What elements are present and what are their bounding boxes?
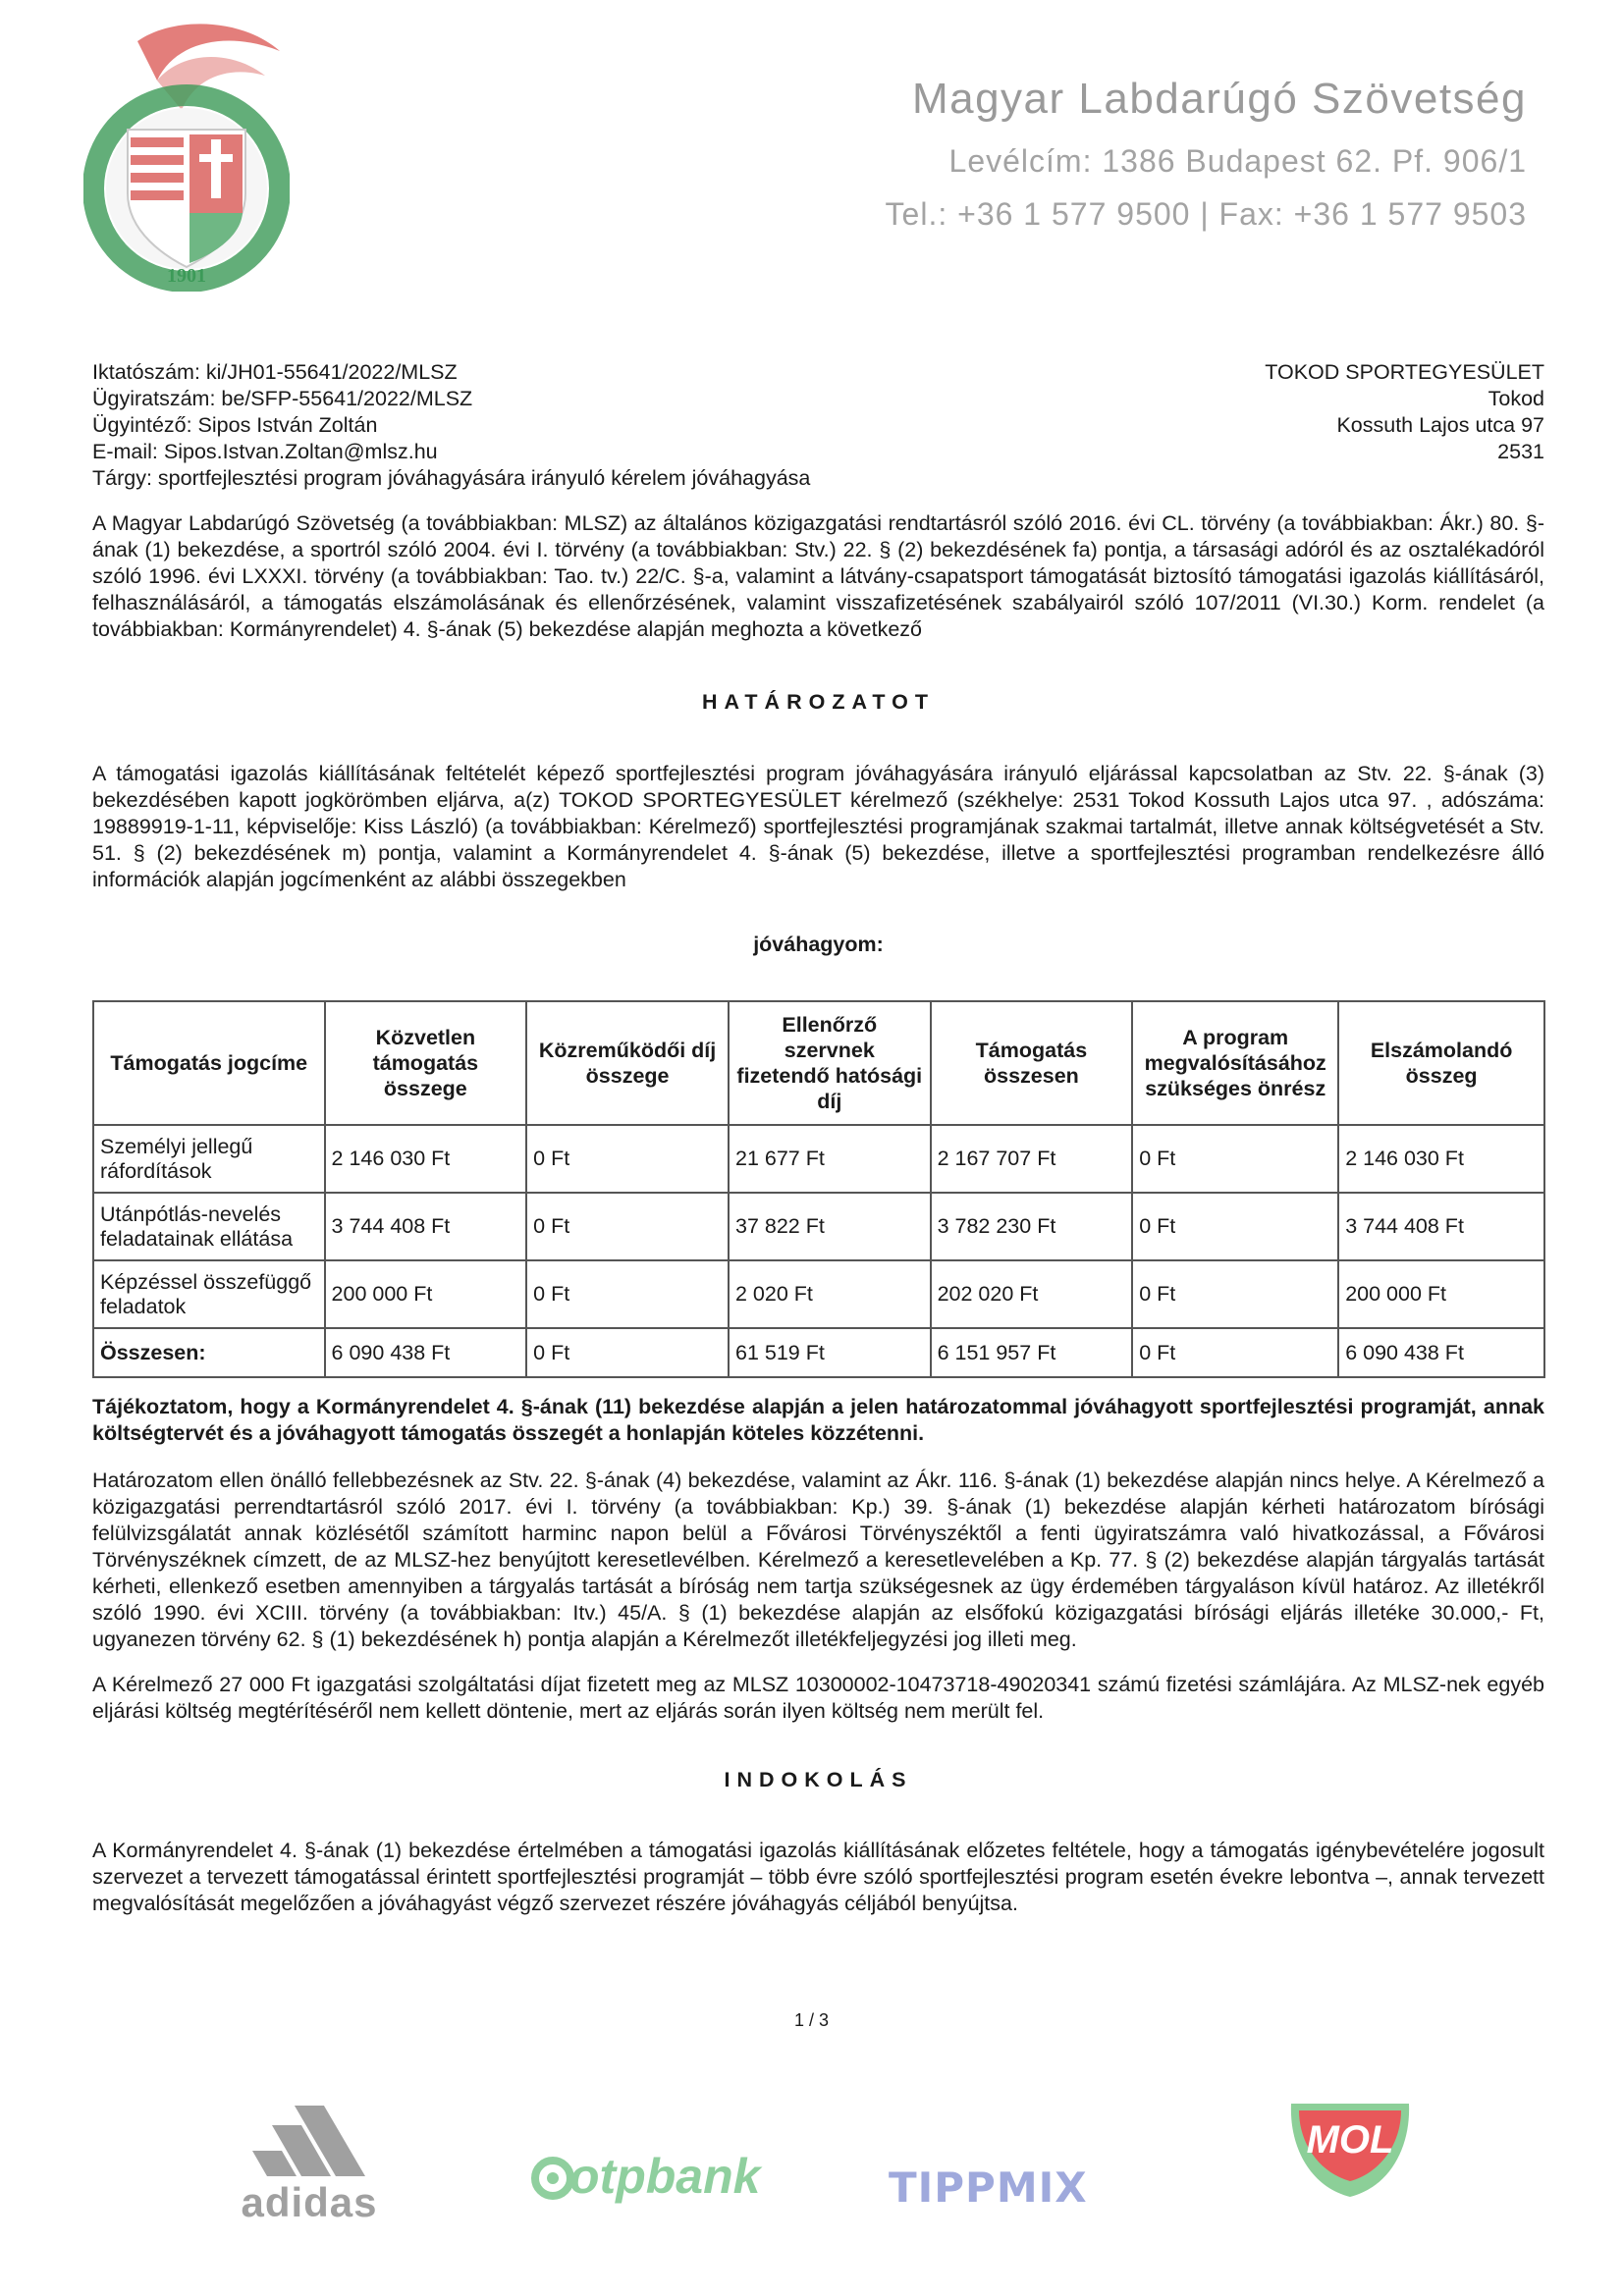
page-number: 1 / 3	[793, 2010, 830, 2030]
cell-authority-fee: 2 020 Ft	[729, 1260, 931, 1328]
col-header-direct-support: Közvetlen támogatás összege	[325, 1001, 527, 1125]
decision-heading: HATÁROZATOT	[701, 690, 936, 714]
reasoning-heading: INDOKOLÁS	[724, 1768, 913, 1791]
intro-paragraph: A Magyar Labdarúgó Szövetség (a továbbiakban: MLSZ) az általános közigazgatási rendtartásról szóló 2016. évi CL. törvény (a továbbiakban: Ákr.) 80. §-ának (1) bekezdése, a sportról szóló 2004. évi I. törvény (a továbbiakban: Stv.) 22. § (2) bekezdésének fa) pontja, a társasági adóról és az osztalékadóról szóló 1996. évi LXXXI. törvény (a továbbiakban: Tao. tv.) 22/C. §-a, valamint a látvány-csapatsport támogatását biztosító támogatási igazolás kiállításáról, felhasználásáról, a támogatás elszámolásának és ellenőrzésének, valamint visszafizetésének szabályairól szóló 107/2011 (VI.30.) Korm. rendelet (a továbbiakban: Kormányrendelet) 4. §-ának (5) bekezdése alapján meghozta a következő	[92, 511, 1544, 641]
decision-paragraph: A támogatási igazolás kiállításának feltételét képező sportfejlesztési program jóváhagyására irányuló eljárással kapcsolatban az Stv. 22. §-ának (3) bekezdésében kapott jogkörömben eljárva, a(z) TOKOD SPORTEGYESÜLET kérelmező (székhelye: 2531 Tokod Kossuth Lajos utca 97. , adószáma: 19889919-1-11, képviselője: Kiss László) (a továbbiakban: Kérelmező) sportfejlesztési programjának szakmai tartalmát, illetve annak költségvetését a Stv. 51. § (2) bekezdésének m) pontja, valamint a Kormányrendelet 4. §-ának (5) bekezdése, illetve a sportfejlesztési programban rendelkezésre álló információk alapján jogcímenként az alábbi összegekben	[92, 762, 1544, 891]
cell-support-total: 6 151 957 Ft	[931, 1328, 1133, 1377]
row-category: Képzéssel összefüggő feladatok	[93, 1260, 325, 1328]
cell-own-contribution: 0 Ft	[1132, 1193, 1338, 1260]
mlsz-logo	[83, 22, 290, 292]
logo-year: 1901	[167, 265, 206, 287]
cell-direct-support: 2 146 030 Ft	[325, 1125, 527, 1193]
table-header-row	[93, 1001, 1544, 1125]
cell-own-contribution: 0 Ft	[1132, 1125, 1338, 1193]
table-row	[93, 1260, 1544, 1328]
subject: Tárgy: sportfejlesztési program jóváhagyására irányuló kérelem jóváhagyása	[92, 466, 811, 490]
col-header-category: Támogatás jogcíme	[93, 1001, 325, 1125]
row-category: Összesen:	[93, 1328, 325, 1377]
grants-table	[92, 1000, 1545, 1378]
cell-support-total: 2 167 707 Ft	[931, 1125, 1133, 1193]
sponsor-tippmix: TIPPMIX	[889, 2163, 1088, 2212]
recipient-city: Tokod	[1488, 387, 1544, 410]
cell-direct-support: 6 090 438 Ft	[325, 1328, 527, 1377]
organization-name: Magyar Labdarúgó Szövetség	[911, 75, 1527, 123]
cell-support-total: 3 782 230 Ft	[931, 1193, 1133, 1260]
col-header-intermediary-fee: Közreműködői díj összege	[526, 1001, 729, 1125]
fee-paragraph: A Kérelmező 27 000 Ft igazgatási szolgáltatási díjat fizetett meg az MLSZ 10300002-10473718-49020341 számú fizetési számlájára. Az MLSZ-nek egyéb eljárási költség megtérítéséről nem kellett döntenie, mert az eljárás során ilyen költség nem merült fel.	[92, 1673, 1544, 1723]
approve-label: jóváhagyom:	[753, 933, 884, 956]
col-header-support-total: Támogatás összesen	[931, 1001, 1133, 1125]
cell-authority-fee: 61 519 Ft	[729, 1328, 931, 1377]
cell-intermediary-fee: 0 Ft	[526, 1328, 729, 1377]
recipient-name: TOKOD SPORTEGYESÜLET	[1265, 360, 1544, 384]
adidas-stripes-icon	[245, 2106, 373, 2179]
sponsor-adidas: adidas	[241, 2179, 378, 2225]
cell-intermediary-fee: 0 Ft	[526, 1260, 729, 1328]
appeal-paragraph: Határozatom ellen önálló fellebbezésnek az Stv. 22. §-ának (4) bekezdése, valamint az Ákr. 116. §-ának (1) bekezdése alapján nincs helye. A Kérelmező a közigazgatási perrendtartásról szóló 2017. évi I. törvény (a továbbiakban: Kp.) 39. §-ának (1) bekezdése alapján kérheti határozatom bírósági felülvizsgálatát annak közlésétől számított harminc napon belül a Fővárosi Törvényszéktől a fenti ügyiratszámra való hivatkozással, a Fővárosi Törvényszéknek címzett, de az MLSZ-hez benyújtott keresetlevélben. Kérelmező a keresetlevelében a Kp. 77. § (2) bekezdése alapján tárgyalás tartását kérheti, ellenkező esetben amennyiben a tárgyalás tartását a bíróság nem tartja szükségesnek az ügy érdemében tárgyaláson kívül határoz. Az illetékről szóló 1990. évi XCIII. törvény (a továbbiakban: Itv.) 45/A. § (1) bekezdése alapján az elsőfokú közigazgatási bírósági eljárás illetéke 30.000,- Ft, ugyanezen törvény 62. § (1) bekezdésének h) pontja alapján a Kérelmezőt illetékfeljegyzési jog illeti meg.	[92, 1468, 1544, 1651]
table-total-row	[93, 1328, 1544, 1377]
col-header-own-contribution: A program megvalósításához szükséges önrész	[1132, 1001, 1338, 1125]
cell-direct-support: 3 744 408 Ft	[325, 1193, 527, 1260]
cell-accountable-amount: 3 744 408 Ft	[1338, 1193, 1544, 1260]
recipient-zip: 2531	[1497, 440, 1544, 463]
recipient-street: Kossuth Lajos utca 97	[1336, 413, 1544, 437]
cell-own-contribution: 0 Ft	[1132, 1328, 1338, 1377]
administrator: Ügyintéző: Sipos István Zoltán	[92, 413, 378, 437]
cell-direct-support: 200 000 Ft	[325, 1260, 527, 1328]
recipient-address	[982, 359, 1544, 465]
cell-accountable-amount: 200 000 Ft	[1338, 1260, 1544, 1328]
organization-address: Levélcím: 1386 Budapest 62. Pf. 906/1	[948, 143, 1527, 179]
cell-intermediary-fee: 0 Ft	[526, 1125, 729, 1193]
cell-accountable-amount: 2 146 030 Ft	[1338, 1125, 1544, 1193]
cell-intermediary-fee: 0 Ft	[526, 1193, 729, 1260]
sponsor-mol: MOL	[1306, 2118, 1394, 2162]
document-meta	[92, 359, 810, 492]
organization-phone-fax: Tel.: +36 1 577 9500 | Fax: +36 1 577 9503	[885, 196, 1527, 232]
administrator-email: E-mail: Sipos.Istvan.Zoltan@mlsz.hu	[92, 440, 438, 463]
cell-support-total: 202 020 Ft	[931, 1260, 1133, 1328]
table-row	[93, 1193, 1544, 1260]
cell-authority-fee: 37 822 Ft	[729, 1193, 931, 1260]
col-header-authority-fee: Ellenőrző szervnek fizetendő hatósági díj	[729, 1001, 931, 1125]
notice-paragraph: Tájékoztatom, hogy a Kormányrendelet 4. §-ának (11) bekezdése alapján a jelen határozatommal jóváhagyott sportfejlesztési programját, annak költségtervét és a jóváhagyott támogatás összegét a honlapján köteles közzétenni.	[92, 1395, 1544, 1445]
case-number: Ügyiratszám: be/SFP-55641/2022/MLSZ	[92, 387, 473, 410]
cell-own-contribution: 0 Ft	[1132, 1260, 1338, 1328]
table-row	[93, 1125, 1544, 1193]
reasoning-paragraph: A Kormányrendelet 4. §-ának (1) bekezdése értelmében a támogatási igazolás kiállításának előzetes feltétele, hogy a támogatás igénybevételére jogosult szervezet a tervezett támogatással érintett sportfejlesztési programját – több évre szóló sportfejlesztési program esetén évekre lebontva –, annak tervezett megvalósítását megelőzően a jóváhagyást végző szervezet részére jóváhagyás céljából benyújtsa.	[92, 1839, 1544, 1915]
row-category: Utánpótlás-nevelés feladatainak ellátása	[93, 1193, 325, 1260]
filing-number: Iktatószám: ki/JH01-55641/2022/MLSZ	[92, 360, 458, 384]
col-header-accountable-amount: Elszámolandó összeg	[1338, 1001, 1544, 1125]
sponsor-otpbank: otpbank	[569, 2149, 761, 2204]
cell-authority-fee: 21 677 Ft	[729, 1125, 931, 1193]
cell-accountable-amount: 6 090 438 Ft	[1338, 1328, 1544, 1377]
row-category: Személyi jellegű ráfordítások	[93, 1125, 325, 1193]
